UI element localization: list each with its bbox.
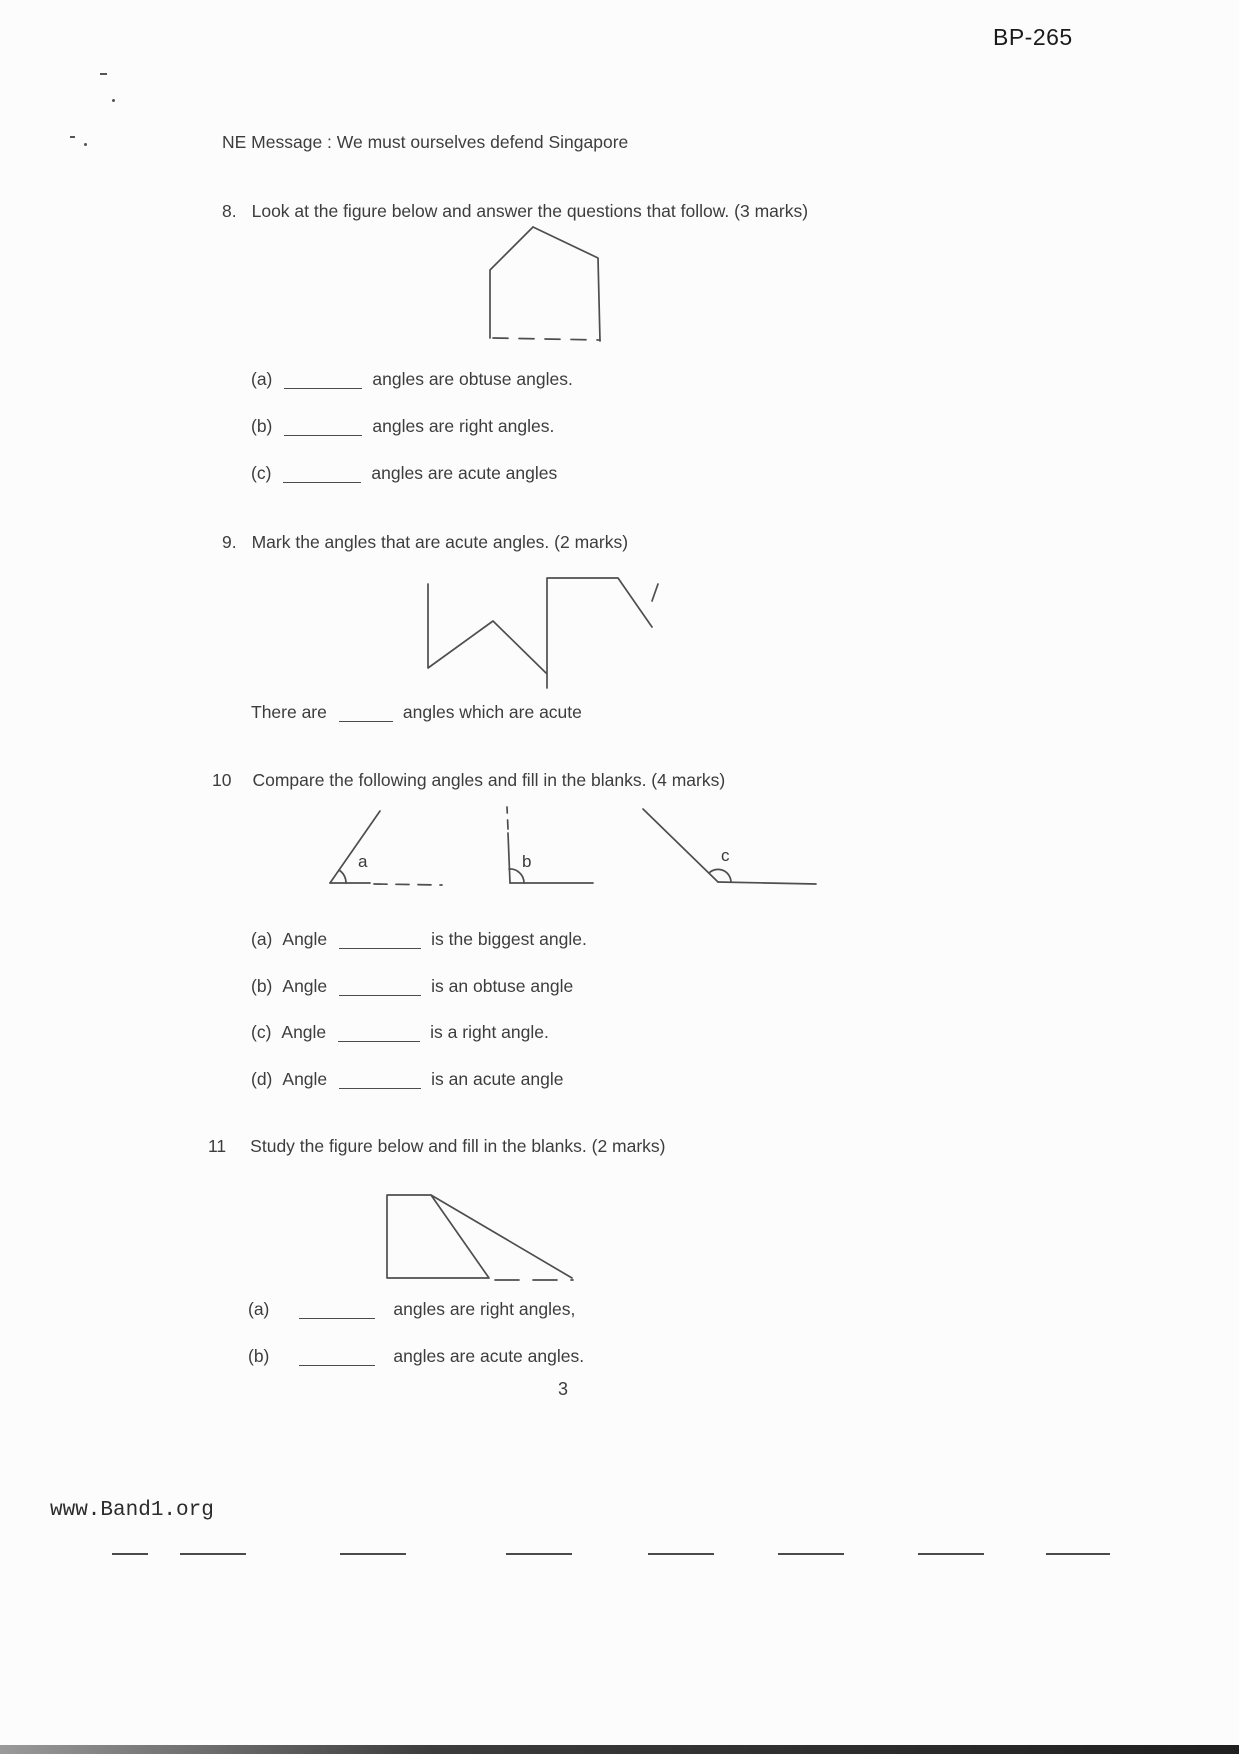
answer-blank (339, 934, 421, 949)
q11-part-b (248, 1346, 594, 1367)
figure-line (533, 227, 600, 341)
answer-blank (339, 981, 421, 996)
website-watermark: www.Band1.org (50, 1499, 214, 1522)
question-number: 9. (222, 532, 237, 552)
scan-artifact-dash (778, 1553, 844, 1555)
part-text: angles are right angles. (372, 416, 555, 436)
q10-part-c (251, 1022, 559, 1043)
part-text: is the biggest angle. (431, 929, 587, 949)
scan-speck (100, 73, 107, 75)
house-pentagon-figure (487, 224, 605, 344)
angle-comparison-figure (318, 803, 828, 893)
scan-artifact-dash (340, 1553, 406, 1555)
figure-ray (643, 809, 718, 882)
scan-artifact-dash (918, 1553, 984, 1555)
scan-artifact-dash (1046, 1553, 1110, 1555)
part-prefix: Angle (282, 1069, 328, 1089)
answer-blank (338, 1027, 420, 1042)
q8-part-a (251, 369, 583, 390)
part-label: (a) (248, 1299, 270, 1319)
part-text: is an obtuse angle (431, 976, 574, 996)
figure-ray (330, 811, 380, 883)
trapezoid-figure (383, 1192, 579, 1286)
angle-b-figure (507, 807, 593, 883)
q10-part-d (251, 1069, 573, 1090)
answer-blank (299, 1351, 375, 1366)
statement-text: angles which are acute (402, 702, 582, 722)
part-text: angles are acute angles (371, 463, 558, 483)
question-11-prompt (208, 1136, 666, 1157)
figure-line (547, 578, 652, 688)
q10-part-b (251, 976, 583, 997)
angle-arc (509, 869, 524, 883)
figure-line (490, 227, 533, 338)
part-label: (c) (251, 463, 272, 483)
question-text: Mark the angles that are acute angles. (2 marks) (251, 532, 629, 552)
scan-speck (84, 143, 87, 146)
question-number: 10 (212, 770, 232, 790)
part-label: (b) (251, 976, 273, 996)
part-text: angles are right angles, (393, 1299, 576, 1319)
figure-line (387, 1195, 572, 1278)
figure-line (428, 584, 546, 673)
question-number: 11 (208, 1136, 227, 1156)
doc-ref: BP-265 (993, 24, 1073, 50)
q11-part-a (248, 1299, 585, 1320)
figure-dashed-base (493, 338, 600, 340)
part-prefix: Angle (281, 1022, 327, 1042)
answer-blank (339, 707, 393, 722)
q8-part-c (251, 463, 567, 484)
question-text: Study the figure below and fill in the blanks. (2 marks) (250, 1136, 666, 1156)
scan-artifact-dash (112, 1553, 148, 1555)
question-10-prompt (212, 770, 725, 791)
part-label: (b) (248, 1346, 270, 1366)
angle-label-a: a (358, 852, 368, 871)
part-text: is a right angle. (430, 1022, 549, 1042)
question-text: Look at the figure below and answer the questions that follow. (3 marks) (251, 201, 809, 221)
part-label: (b) (251, 416, 273, 436)
angle-label-b: b (522, 852, 532, 871)
answer-blank (283, 468, 361, 483)
part-label: (c) (251, 1022, 272, 1042)
question-text: Compare the following angles and fill in the blanks. (4 marks) (252, 770, 726, 790)
scan-artifact-dash (506, 1553, 572, 1555)
figure-dashed-ray (507, 807, 508, 829)
page-number: 3 (558, 1379, 569, 1399)
question-9-prompt (222, 532, 628, 553)
answer-blank (284, 421, 362, 436)
part-prefix: Angle (282, 929, 328, 949)
part-label: (d) (251, 1069, 273, 1089)
part-text: angles are acute angles. (393, 1346, 585, 1366)
angle-c-figure (643, 809, 816, 884)
figure-tick (652, 584, 658, 601)
part-text: is an acute angle (431, 1069, 564, 1089)
answer-blank (299, 1304, 375, 1319)
part-label: (a) (251, 929, 273, 949)
scan-edge-strip (0, 1745, 1239, 1754)
zigzag-figure (420, 572, 666, 694)
scan-speck (70, 136, 75, 138)
question-number: 8. (222, 201, 237, 221)
q10-part-a (251, 929, 597, 950)
part-prefix: Angle (282, 976, 328, 996)
figure-baseline (718, 882, 816, 884)
angle-label-c: c (721, 846, 730, 865)
answer-blank (339, 1074, 421, 1089)
part-label: (a) (251, 369, 273, 389)
angle-a-figure (330, 811, 442, 885)
answer-blank (284, 374, 362, 389)
ne-message: NE Message : We must ourselves defend Singapore (222, 132, 629, 152)
question-8-prompt (222, 201, 808, 222)
angle-arc (339, 870, 346, 883)
figure-ray (508, 833, 510, 883)
part-text: angles are obtuse angles. (372, 369, 573, 389)
scan-artifact-dash (648, 1553, 714, 1555)
statement-text: There are (251, 702, 327, 722)
scan-speck (112, 99, 115, 102)
scan-artifact-dash (180, 1553, 246, 1555)
figure-dashed-baseline (374, 884, 442, 885)
q9-statement (251, 702, 592, 723)
q8-part-b (251, 416, 564, 437)
